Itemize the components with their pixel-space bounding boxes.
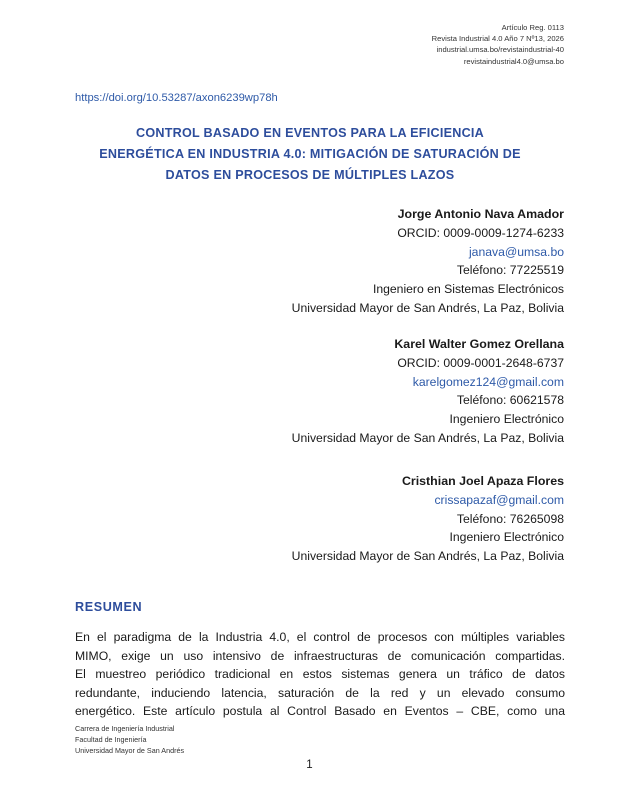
journal-email[interactable]: revistaindustrial4.0@umsa.bo: [463, 56, 564, 66]
footer-career: Carrera de Ingeniería Industrial: [75, 724, 175, 733]
title-line: DATOS EN PROCESOS DE MÚLTIPLES LAZOS: [165, 168, 455, 182]
author-degree: Ingeniero Electrónico: [449, 412, 564, 427]
author-email[interactable]: janava@umsa.bo: [468, 244, 564, 259]
page-number: 1: [306, 759, 313, 771]
author-email[interactable]: karelgomez124@gmail.com: [412, 374, 564, 389]
journal-issue: Revista Industrial 4.0 Año 7 Nº13, 2026: [431, 34, 564, 44]
author-orcid: ORCID: 0009-0009-1274-6233: [397, 225, 564, 240]
author-phone: Teléfono: 60621578: [456, 393, 564, 408]
institution-footer: [75, 723, 184, 756]
author-degree: Ingeniero en Sistemas Electrónicos: [372, 282, 564, 297]
author-phone: Teléfono: 76265098: [456, 511, 564, 526]
author-name: Karel Walter Gomez Orellana: [394, 337, 564, 351]
footer-university: Universidad Mayor de San Andrés: [75, 746, 185, 755]
abstract-body: [75, 628, 565, 721]
title-line: ENERGÉTICA EN INDUSTRIA 4.0: MITIGACIÓN DE SATURACIÓN DE: [99, 147, 521, 161]
author-affiliation: Universidad Mayor de San Andrés, La Paz, Bolivia: [291, 300, 564, 315]
article-reg: Artículo Reg. 0113: [501, 23, 564, 32]
abstract-line: redundante, induciendo latencia, saturación de la red y un elevado consumo: [75, 685, 565, 700]
author-name: Jorge Antonio Nava Amador: [397, 207, 564, 221]
author-affiliation: Universidad Mayor de San Andrés, La Paz, Bolivia: [291, 549, 564, 564]
abstract-line: En el paradigma de la Industria 4.0, el control de procesos con múltiples variables: [75, 630, 565, 644]
title-line: CONTROL BASADO EN EVENTOS PARA LA EFICIENCIA: [135, 126, 485, 140]
author-block: [164, 472, 564, 566]
author-email[interactable]: crissapazaf@gmail.com: [434, 492, 564, 507]
footer-faculty: Facultad de Ingeniería: [75, 735, 147, 744]
abstract-line: El muestreo periódico tradicional en estos sistemas genera un tráfico de datos: [75, 667, 565, 682]
author-name: Cristhian Joel Apaza Flores: [401, 474, 564, 488]
abstract-line: MIMO, exige un uso intensivo de infraestructuras de comunicación compartidas.: [75, 648, 565, 663]
author-block: [164, 205, 564, 318]
author-block: [164, 335, 564, 448]
author-phone: Teléfono: 77225519: [456, 263, 564, 278]
author-degree: Ingeniero Electrónico: [449, 530, 564, 545]
journal-url[interactable]: industrial.umsa.bo/revistaindustrial-40: [436, 45, 564, 55]
abstract-line: energético. Este artículo postula al Control Basado en Eventos – CBE, como una: [75, 704, 565, 719]
paper-title: [70, 123, 550, 186]
abstract-heading: RESUMEN: [75, 600, 143, 614]
author-orcid: ORCID: 0009-0001-2648-6737: [397, 355, 564, 370]
journal-header: [264, 22, 564, 67]
doi-link[interactable]: https://doi.org/10.53287/axon6239wp78h: [75, 92, 278, 104]
author-affiliation: Universidad Mayor de San Andrés, La Paz, Bolivia: [291, 430, 564, 445]
